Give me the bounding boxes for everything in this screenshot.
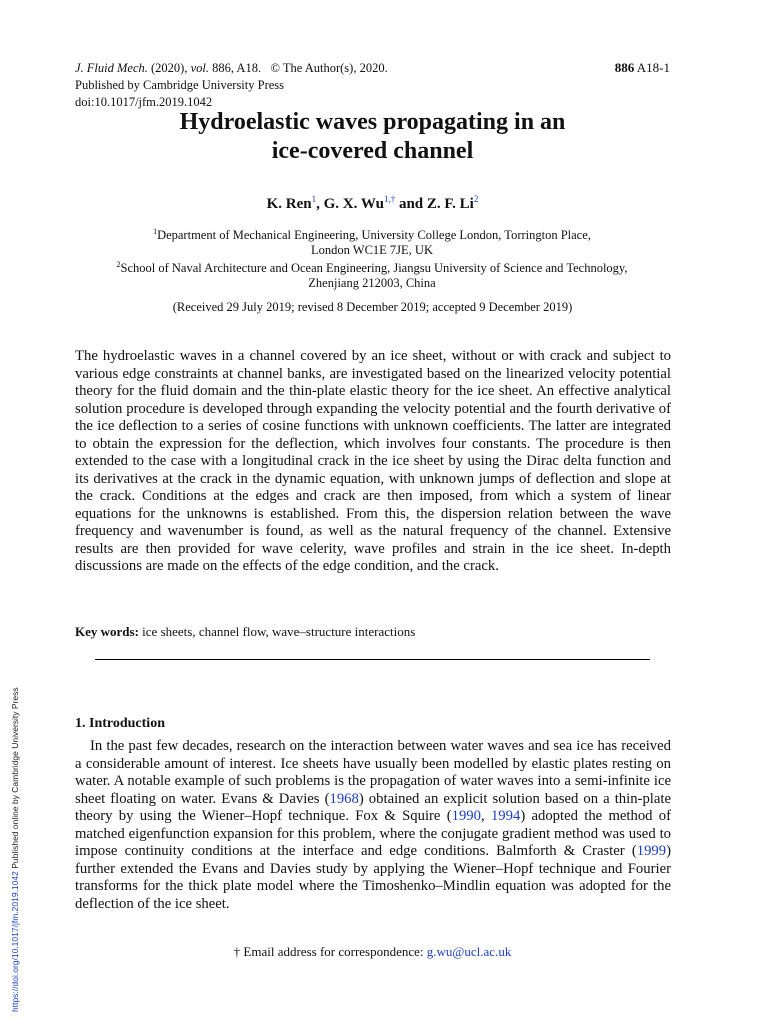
doi-sidebar xyxy=(10,687,20,1012)
journal-name: J. Fluid Mech. xyxy=(75,61,148,75)
volume-label: vol. xyxy=(190,61,209,75)
title-line-2: ice-covered channel xyxy=(271,138,474,164)
affiliation-1-mark: 1 xyxy=(153,227,158,236)
page-volume: 886 xyxy=(614,60,635,75)
affiliation-1-line-2: London WC1E 7JE, UK xyxy=(311,243,433,258)
citation-link[interactable]: 1990 xyxy=(451,808,481,824)
volume-number: 886, A18. xyxy=(212,61,262,75)
author-li: Z. F. Li xyxy=(426,196,474,212)
citation-link[interactable]: 1994 xyxy=(490,808,521,824)
footnote-text: † Email address for correspondence: xyxy=(233,944,427,959)
correspondence-footnote xyxy=(0,944,745,960)
intro-text: ) obtained an explicit solution based on a thin-plate theory by using the Wiener–Hopf technique. Fox & Squire ( xyxy=(75,790,671,824)
author-list xyxy=(0,194,745,213)
author-wu: G. X. Wu xyxy=(323,196,384,212)
introduction-paragraph xyxy=(75,738,671,913)
author-ren: K. Ren xyxy=(266,196,312,212)
affiliation-1-line-1: Department of Mechanical Engineering, University College London, Torrington Place, xyxy=(157,228,591,243)
title-line-1: Hydroelastic waves propagating in an xyxy=(179,109,566,135)
author-li-affil[interactable]: 2 xyxy=(473,194,479,204)
doi: doi:10.1017/jfm.2019.1042 xyxy=(75,95,213,109)
corresponding-dagger[interactable]: † xyxy=(390,194,396,204)
author-wu-affil[interactable]: 1, xyxy=(383,194,391,204)
email-link[interactable]: g.wu@ucl.ac.uk xyxy=(426,944,512,959)
citation-link[interactable]: 1968 xyxy=(329,790,359,807)
keywords-label: Key words: xyxy=(75,624,139,639)
paper-title xyxy=(0,108,745,166)
divider xyxy=(95,659,650,660)
journal-year: (2020), xyxy=(151,61,188,75)
journal-header xyxy=(75,60,388,111)
affiliation-2-mark: 2 xyxy=(116,260,121,269)
affiliation-2-line-1: School of Naval Architecture and Ocean Engineering, Jiangsu University of Science and Technology, xyxy=(120,261,628,276)
author-separator: and xyxy=(395,196,427,212)
copyright: © The Author(s), 2020. xyxy=(270,61,388,75)
page-number xyxy=(615,60,670,76)
keywords xyxy=(75,624,415,640)
affiliation-2-line-2: Zhenjiang 212003, China xyxy=(308,276,436,291)
sidebar-doi-link[interactable]: https://doi.org/10.1017/jfm.2019.1042 xyxy=(10,871,20,1012)
intro-text: In the past few decades, research on the interaction between water waves and sea ice has received a considerable amount of interest. Ice sheets have usually been modelled by elastic plates resting on water. A notable example of such problems is the propagation of water waves into a semi-infinite ice sheet floating on water. Evans & Davies ( xyxy=(75,738,671,807)
intro-text: ) adopted the method of matched eigenfunction expansion for this problem, where the conjugate gradient method was used to impose continuity conditions at the interface and edge conditions. Balmforth & Craster ( xyxy=(75,808,672,859)
intro-text: ) further extended the Evans and Davies study by applying the Wiener–Hopf technique and Fourier transforms for the thick plate model where the Timoshenko–Mindlin equation was adopted for the deflection of the ice sheet. xyxy=(75,843,671,912)
publisher: Published by Cambridge University Press xyxy=(75,78,285,92)
author-ren-affil[interactable]: 1 xyxy=(311,194,317,204)
keywords-list: ice sheets, channel flow, wave–structure interactions xyxy=(142,624,416,639)
section-heading: 1. Introduction xyxy=(75,716,165,731)
received-dates: (Received 29 July 2019; revised 8 December 2019; accepted 9 December 2019) xyxy=(172,300,573,314)
affiliation-2 xyxy=(65,257,679,291)
page-article: A18-1 xyxy=(636,60,670,75)
author-separator: , xyxy=(316,196,324,212)
citation-link[interactable]: 1999 xyxy=(636,843,667,859)
sidebar-text: Published online by Cambridge University Press xyxy=(10,687,20,872)
abstract: The hydroelastic waves in a channel covered by an ice sheet, without or with crack and subject to various edge constraints at channel banks, are investigated based on the linearized velocity potential theory for the fluid domain and the thin-plate elastic theory for the ice sheet. An effective analytical solution procedure is developed through expanding the velocity potential and the fourth derivative of the ice deflection to a series of cosine functions with unknown coefficients. The latter are integrated to obtain the expression for the deflection, which involves four constants. The procedure is then extended to the case with a longitudinal crack in the ice sheet by using the Dirac delta function and its derivatives at the crack in the dynamic equation, with unknown jumps of deflection and slope at the crack. Conditions at the edges and crack are then imposed, from which a system of linear equations for the unknowns is established. From this, the dispersion relation between the wave frequency and wavenumber is found, as well as the natural frequency of the channel. Extensive results are then provided for wave celerity, wave profiles and strain in the ice sheet. In-depth discussions are made on the effects of the edge condition, and the crack. xyxy=(75,348,671,574)
affiliation-1 xyxy=(75,224,669,258)
intro-text: , xyxy=(480,808,491,824)
